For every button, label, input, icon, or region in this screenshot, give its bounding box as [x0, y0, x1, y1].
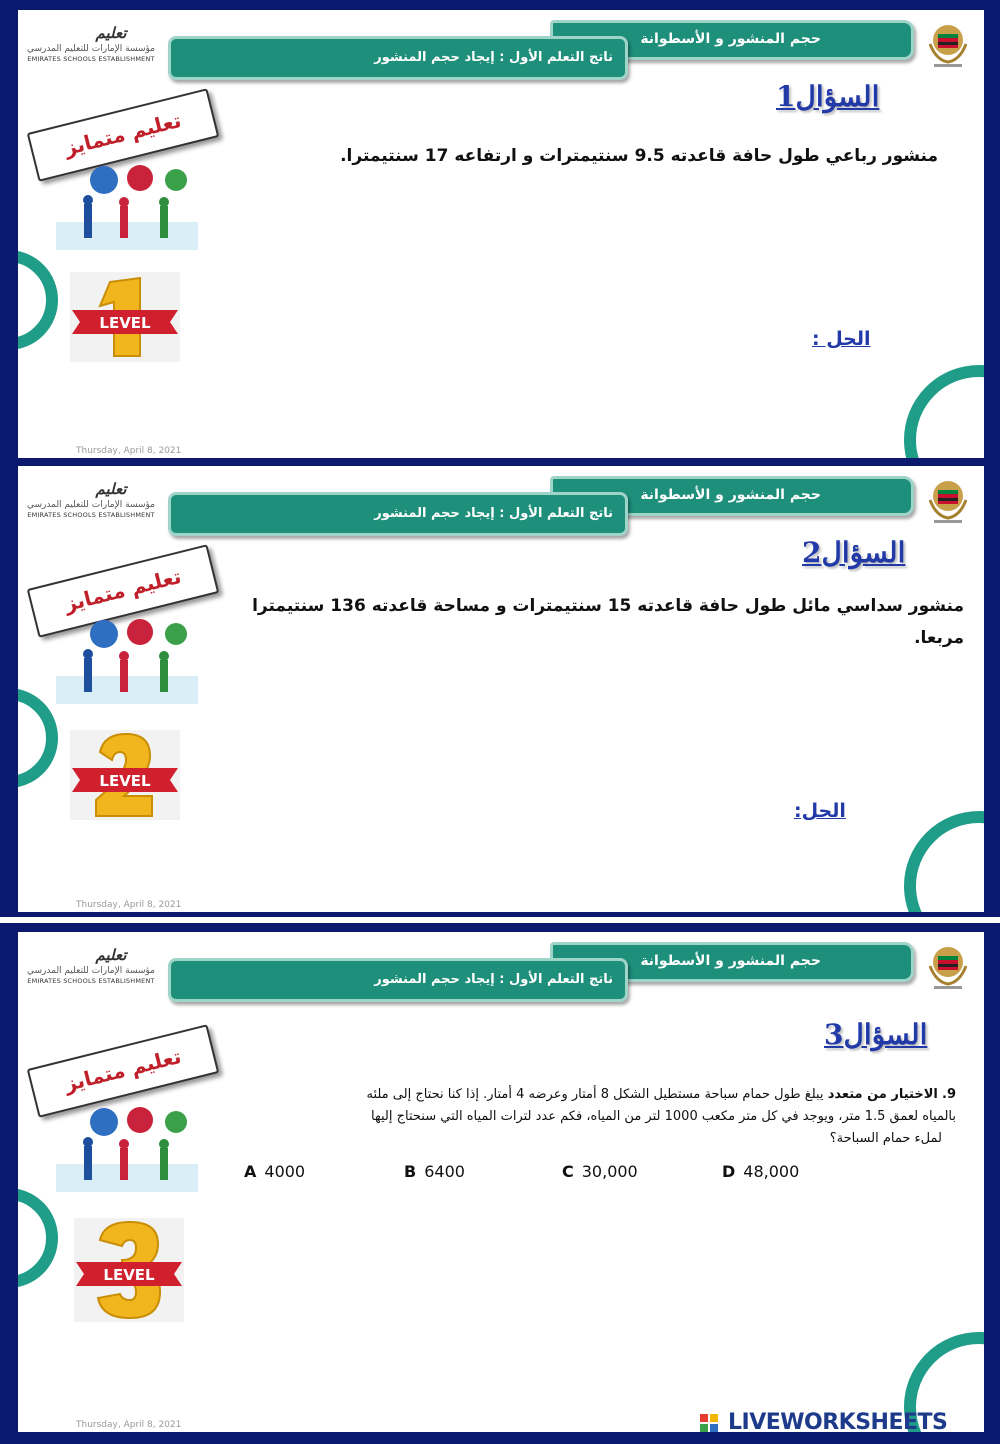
solution-label: الحل :	[812, 328, 871, 350]
mcq-options	[244, 1162, 844, 1186]
level-3-icon	[74, 1218, 184, 1322]
slide-date: Thursday, April 8, 2021	[76, 446, 182, 456]
unit-title: حجم المنشور و الأسطوانة	[640, 31, 821, 47]
unit-title: حجم المنشور و الأسطوانة	[640, 487, 821, 503]
outcome-text: ناتج التعلم الأول : إيجاد حجم المنشور	[374, 972, 613, 987]
logo-arabic: مؤسسة الإمارات للتعليم المدرسي	[27, 966, 155, 976]
liveworksheets-watermark	[698, 1410, 998, 1440]
level-word: LEVEL	[99, 772, 151, 790]
badge-text: تعليم متمايز	[62, 107, 184, 161]
level-word: LEVEL	[103, 1266, 155, 1284]
slide-separator	[0, 917, 1000, 923]
option-letter: B	[404, 1162, 417, 1181]
logo-square-icon	[710, 1414, 718, 1422]
students-illustration-icon	[56, 616, 198, 704]
option-letter: A	[244, 1162, 257, 1181]
solution-label: الحل:	[794, 800, 846, 822]
unit-title: حجم المنشور و الأسطوانة	[640, 953, 821, 969]
mcq-label: الاختيار من متعدد	[827, 1087, 938, 1102]
option-c[interactable]	[562, 1162, 638, 1181]
watermark-text: LIVEWORKSHEETS	[728, 1410, 948, 1435]
ese-logo	[26, 480, 156, 536]
slide-date: Thursday, April 8, 2021	[76, 1420, 182, 1430]
question-title: السؤال1	[776, 80, 880, 113]
logo-arabic: مؤسسة الإمارات للتعليم المدرسي	[27, 44, 155, 54]
slide-2	[18, 466, 984, 912]
mcq-line-3: لملء حمام السباحة؟	[829, 1131, 942, 1146]
logo-arabic: مؤسسة الإمارات للتعليم المدرسي	[27, 500, 155, 510]
logo-english: EMIRATES SCHOOLS ESTABLISHMENT	[27, 511, 155, 519]
uae-emblem-icon	[924, 20, 972, 70]
badge-text: تعليم متمايز	[62, 1043, 184, 1097]
question-text: منشور سداسي مائل طول حافة قاعدته 15 سنتيمترات و مساحة قاعدته 136 سنتيمترا مربعا.	[252, 596, 964, 648]
option-d[interactable]	[722, 1162, 799, 1181]
logo-english: EMIRATES SCHOOLS ESTABLISHMENT	[27, 55, 155, 63]
level-1-icon	[70, 272, 180, 362]
logo-square-icon	[700, 1414, 708, 1422]
question-title: السؤال3	[824, 1018, 928, 1051]
students-illustration-icon	[56, 162, 198, 250]
ese-logo	[26, 946, 156, 1002]
decorative-arc	[904, 811, 984, 912]
uae-emblem-icon	[924, 476, 972, 526]
option-value: 4000	[264, 1162, 306, 1181]
logo-mark: تعليم	[95, 24, 127, 42]
option-letter: C	[562, 1162, 574, 1181]
logo-mark: تعليم	[95, 946, 127, 964]
option-b[interactable]	[404, 1162, 465, 1181]
ese-logo	[26, 24, 156, 80]
level-word: LEVEL	[99, 314, 151, 332]
option-a[interactable]	[244, 1162, 305, 1181]
outcome-text: ناتج التعلم الأول : إيجاد حجم المنشور	[374, 506, 613, 521]
question-title: السؤال2	[802, 536, 906, 569]
logo-square-icon	[700, 1424, 708, 1432]
logo-english: EMIRATES SCHOOLS ESTABLISHMENT	[27, 977, 155, 985]
outcome-banner	[168, 492, 628, 536]
outcome-banner	[168, 36, 628, 80]
level-2-icon	[70, 730, 180, 820]
badge-text: تعليم متمايز	[62, 563, 184, 617]
students-illustration-icon	[56, 1104, 198, 1192]
option-value: 48,000	[743, 1162, 800, 1181]
slide-date: Thursday, April 8, 2021	[76, 900, 182, 910]
question-text: منشور رباعي طول حافة قاعدته 9.5 سنتيمترات و ارتفاعه 17 سنتيمترا.	[340, 146, 938, 166]
option-value: 30,000	[581, 1162, 638, 1181]
decorative-arc	[18, 250, 58, 350]
uae-emblem-icon	[924, 942, 972, 992]
multiple-choice-question	[246, 1084, 956, 1150]
mcq-line-1	[246, 1084, 956, 1106]
slide-3	[18, 932, 984, 1432]
decorative-arc	[18, 688, 58, 788]
option-value: 6400	[424, 1162, 465, 1181]
slide-1	[18, 10, 984, 458]
decorative-arc	[18, 1188, 58, 1288]
logo-mark: تعليم	[95, 480, 127, 498]
outcome-banner	[168, 958, 628, 1002]
mcq-line-2: بالمياه لعمق 1.5 متر، ويوجد في كل متر مكعب 1000 لتر من المياه، فكم عدد لترات المياه التي سنحتاج إليها	[371, 1109, 956, 1124]
option-letter: D	[722, 1162, 736, 1181]
mcq-number: 9.	[942, 1087, 956, 1102]
mcq-text-1: يبلغ طول حمام سباحة مستطيل الشكل 8 أمتار وعرضه 4 أمتار. إذا كنا نحتاج إلى ملئه	[366, 1087, 824, 1102]
outcome-text: ناتج التعلم الأول : إيجاد حجم المنشور	[374, 50, 613, 65]
logo-square-icon	[710, 1424, 718, 1432]
decorative-arc	[904, 365, 984, 458]
